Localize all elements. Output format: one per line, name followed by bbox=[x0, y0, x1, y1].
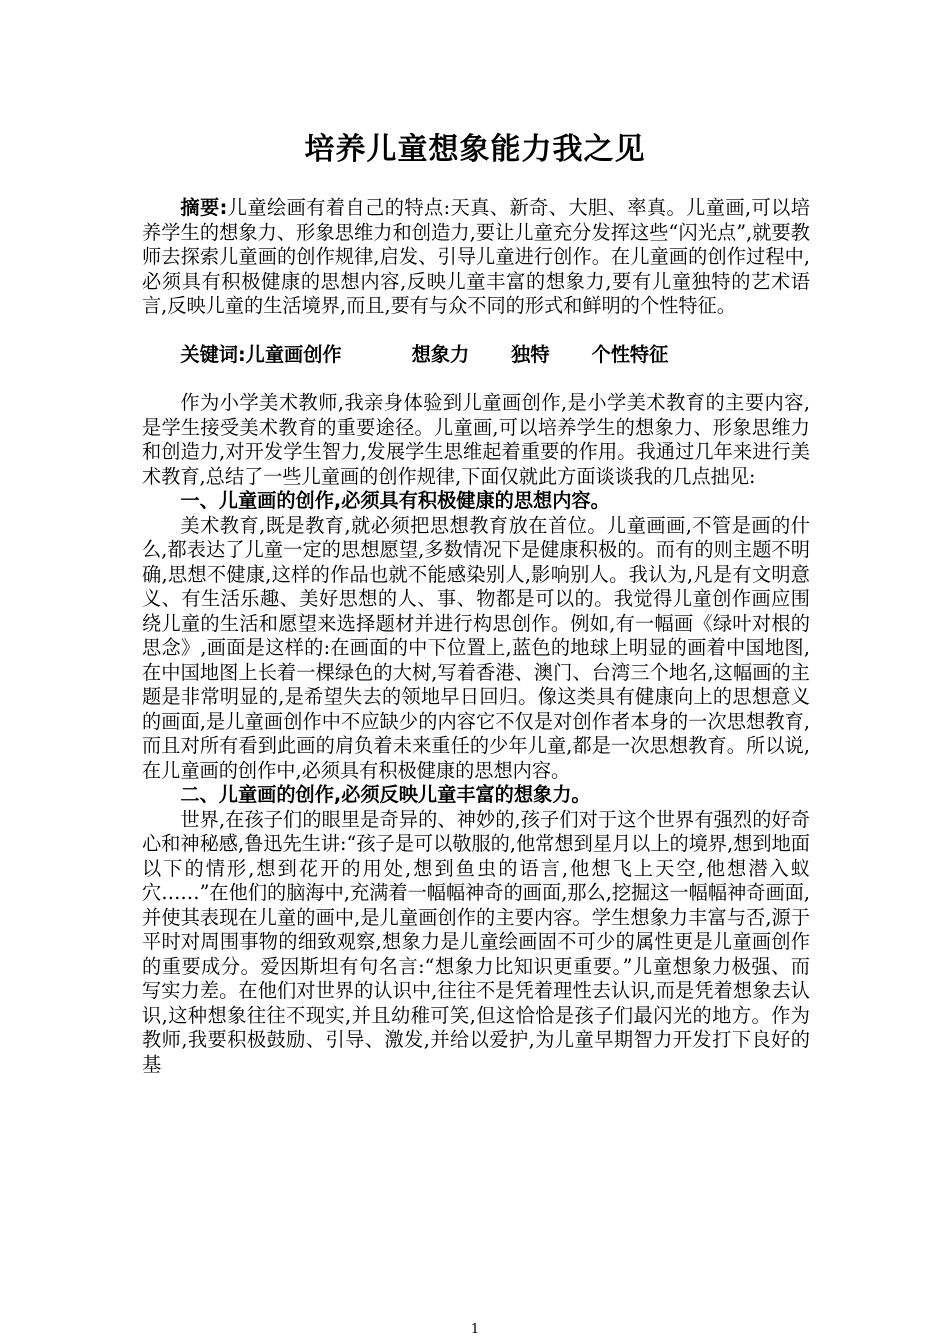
keywords-line bbox=[142, 343, 810, 368]
abstract-text: 儿童绘画有着自己的特点:天真、新奇、大胆、率真。儿童画,可以培养学生的想象力、形象思维力和创造力,要让儿童充分发挥这些“闪光点”,就要教师去探索儿童画的创作规律,启发、引导儿童进行创作。在儿童画的创作过程中,必须具有积极健康的思想内容,反映儿童丰富的想象力,要有儿童独特的艺术语言,反映儿童的生活境界,而且,要有与众不同的形式和鲜明的个性特征。 bbox=[142, 196, 810, 317]
abstract-paragraph bbox=[142, 196, 810, 319]
keywords-label: 关键词: bbox=[180, 342, 246, 366]
page-number: 1 bbox=[470, 1322, 480, 1337]
section-2-paragraph: 世界,在孩子们的眼里是奇异的、神妙的,孩子们对于这个世界有强烈的好奇心和神秘感,鲁迅先生讲:“孩子是可以敬服的,他常想到星月以上的境界,想到地面以下的情形,想到花开的用处,想到鱼虫的语言,他想飞上天空,他想潜入蚁穴……”在他们的脑海中,充满着一幅幅神奇的画面,那么,挖掘这一幅幅神奇画面,并使其表现在儿童的画中,是儿童画创作的主要内容。学生想象力丰富与否,源于平时对周围事物的细致观察,想象力是儿童绘画固不可少的属性更是儿童画创作的重要成分。爱因斯坦有句名言:“想象力比知识更重要。”儿童想象力极强、而写实力差。在他们对世界的认识中,往往不是凭着理性去认识,而是凭着想象去认识,这种想象往往不现实,并且幼稚可笑,但这恰恰是孩子们最闪光的地方。作为教师,我要积极鼓励、引导、激发,并给以爱护,为儿童早期智力开发打下良好的基 bbox=[142, 807, 810, 1076]
document-body bbox=[142, 196, 810, 1077]
abstract-label: 摘要: bbox=[180, 196, 228, 219]
section-1-paragraph: 美术教育,既是教育,就必须把思想教育放在首位。儿童画画,不管是画的什么,都表达了儿童一定的思想愿望,多数情况下是健康积极的。而有的则主题不明确,思想不健康,这样的作品也就不能感染别人,影响别人。我认为,凡是有文明意义、有生活乐趣、美好思想的人、事、物都是可以的。我觉得儿童创作画应围绕儿童的生活和愿望来选择题材并进行构思创作。例如,有一幅画《绿叶对根的思念》,画面是这样的:在画面的中下位置上,蓝色的地球上明显的画着中国地图,在中国地图上长着一棵绿色的大树,写着香港、澳门、台湾三个地名,这幅画的主题是非常明显的,是希望失去的领地早日回归。像这类具有健康向上的思想意义的画面,是儿童画创作中不应缺少的内容它不仅是对创作者本身的一次思想教育,而且对所有看到此画的肩负着未来重任的少年儿童,都是一次思想教育。所以说,在儿童画的创作中,必须具有积极健康的思想内容。 bbox=[142, 513, 810, 782]
section-1-heading: 一、儿童画的创作,必须具有积极健康的思想内容。 bbox=[180, 489, 610, 512]
document-title: 培养儿童想象能力我之见 bbox=[304, 132, 646, 167]
keyword-4: 个性特征 bbox=[591, 342, 669, 366]
section-2-heading: 二、儿童画的创作,必须反映儿童丰富的想象力。 bbox=[180, 783, 591, 806]
keyword-1: 儿童画创作 bbox=[245, 342, 342, 366]
keyword-3: 独特 bbox=[511, 342, 550, 366]
keyword-2: 想象力 bbox=[411, 342, 470, 366]
intro-paragraph: 作为小学美术教师,我亲身体验到儿童画创作,是小学美术教育的主要内容,是学生接受美术教育的重要途径。儿童画,可以培养学生的想象力、形象思维力和创造力,对开发学生智力,发展学生思维起着重要的作用。我通过几年来进行美术教育,总结了一些儿童画的创作规律,下面仅就此方面谈谈我的几点拙见: bbox=[142, 391, 810, 488]
